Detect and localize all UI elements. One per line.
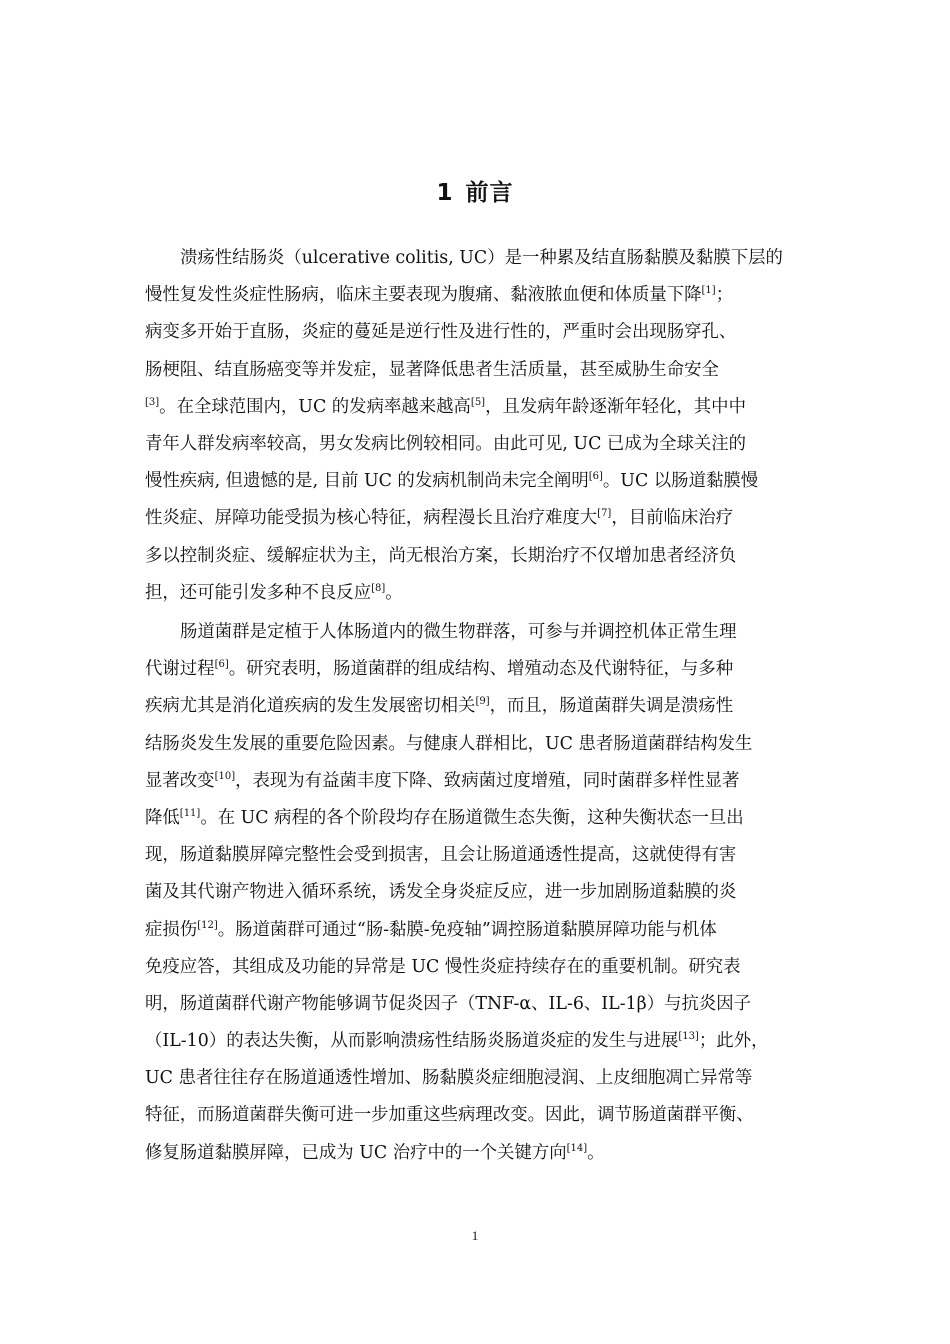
text-run: 病变多开始于直肠，炎症的蔓延是逆行性及进行性的，严重时会出现肠穿孔、 [145, 322, 737, 343]
text-run: UC 患者往往存在肠道通透性增加、肠黏膜炎症细胞浸润、上皮细胞凋亡异常等 [145, 1068, 753, 1089]
paragraph2-line [145, 1135, 810, 1172]
paragraph1-line [145, 426, 810, 463]
citation-reference: [11] [179, 807, 201, 819]
paragraph2-line [145, 763, 810, 800]
citation-reference: [7] [597, 508, 612, 520]
paragraph1-line [145, 575, 810, 612]
paragraph1-line [145, 277, 810, 314]
text-run: 免疫应答，其组成及功能的异常是 UC 慢性炎症持续存在的重要机制。研究表 [145, 956, 741, 977]
text-run: 溃疡性结肠炎（ulcerative colitis, UC）是一种累及结直肠黏膜及黏膜下层的 [180, 248, 783, 268]
text-run: 。UC 以肠道黏膜慢 [602, 471, 759, 492]
paragraph1-line [145, 538, 810, 575]
text-run: 结肠炎发生发展的重要危险因素。与健康人群相比，UC 患者肠道菌群结构发生 [145, 733, 753, 754]
paragraph1-line [145, 352, 810, 389]
paragraph2-line [145, 1097, 810, 1134]
citation-reference: [10] [214, 770, 236, 782]
text-run: 肠梗阻、结直肠癌变等并发症，显著降低患者生活质量，甚至威胁生命安全 [145, 359, 719, 380]
text-run: 性炎症、屏障功能受损为核心特征，病程漫长且治疗难度大 [145, 508, 598, 529]
paragraph2-line [145, 800, 810, 837]
paragraph2-line [145, 874, 810, 911]
text-run: 代谢过程 [145, 659, 215, 680]
citation-reference: [1] [701, 285, 716, 297]
text-run: （IL-10）的表达失衡，从而影响溃疡性结肠炎肠道炎症的发生与进展 [145, 1031, 679, 1052]
text-run: ； [715, 285, 734, 306]
paragraph1-line [145, 463, 810, 500]
text-run: 慢性复发性炎症性肠病，临床主要表现为腹痛、黏液脓血便和体质量下降 [145, 285, 702, 306]
paragraph2-line [145, 912, 810, 949]
paragraph1-line [145, 314, 810, 351]
citation-reference: [6] [588, 471, 603, 483]
paragraph2-line [145, 1023, 810, 1060]
text-run: 肠道菌群是定植于人体肠道内的微生物群落，可参与并调控机体正常生理 [180, 622, 737, 642]
paragraph1-line [145, 240, 810, 277]
paragraph2-line [145, 614, 810, 651]
paragraph2-line [145, 688, 810, 725]
citation-reference: [12] [197, 919, 218, 931]
section-title: 前言 [465, 180, 514, 206]
text-run: ，目前临床治疗 [611, 508, 734, 529]
citation-reference: [9] [475, 696, 490, 708]
citation-reference: [5] [470, 396, 486, 408]
paragraph2-line [145, 651, 810, 688]
paragraph2-line [145, 837, 810, 874]
text-run: 。 [385, 582, 403, 603]
paragraph-intro-uc [145, 240, 810, 612]
text-run: 青年人群发病率较高，男女发病比例较相同。由此可见, UC 已成为全球关注的 [145, 433, 747, 454]
text-run: ；此外， [698, 1031, 769, 1052]
paragraph2-line [145, 949, 810, 986]
paragraph2-line [145, 726, 810, 763]
text-run: 疾病尤其是消化道疾病的发生发展密切相关 [145, 696, 476, 717]
paragraph2-line [145, 986, 810, 1023]
text-run: 。研究表明，肠道菌群的组成结构、增殖动态及代谢特征，与多种 [228, 659, 734, 680]
page-number: 1 [471, 1228, 479, 1243]
text-run: 明，肠道菌群代谢产物能够调节促炎因子（TNF-α、IL-6、IL-1β）与抗炎因子 [145, 993, 752, 1014]
text-run: 。在全球范围内，UC 的发病率越来越高 [159, 396, 471, 417]
citation-reference: [14] [566, 1142, 588, 1154]
text-run: 。在 UC 病程的各个阶段均存在肠道微生态失衡，这种失衡状态一旦出 [200, 807, 744, 828]
text-run: 菌及其代谢产物进入循环系统，诱发全身炎症反应，进一步加剧肠道黏膜的炎 [145, 882, 737, 903]
text-run: 症损伤 [145, 919, 198, 940]
text-run: 显著改变 [145, 770, 215, 791]
citation-reference: [8] [371, 582, 386, 594]
text-run: 。肠道菌群可通过“肠-黏膜-免疫轴”调控肠道黏膜屏障功能与机体 [217, 919, 717, 940]
paragraph-gut-microbiota [145, 614, 810, 1172]
section-heading [0, 176, 950, 210]
text-run: 担，还可能引发多种不良反应 [145, 582, 372, 603]
text-run: ，且发病年龄逐渐年轻化，其中中 [485, 396, 746, 417]
citation-reference: [3] [145, 396, 160, 408]
paragraph1-line [145, 389, 810, 426]
paragraph1-line [145, 500, 810, 537]
text-run: ，表现为有益菌丰度下降、致病菌过度增殖，同时菌群多样性显著 [235, 770, 740, 791]
text-run: ，而且，肠道菌群失调是溃疡性 [489, 696, 734, 717]
paragraph2-line [145, 1060, 810, 1097]
section-number: 1 [436, 180, 454, 206]
text-run: 特征，而肠道菌群失衡可进一步加重这些病理改变。因此，调节肠道菌群平衡、 [145, 1105, 754, 1126]
citation-reference: [13] [678, 1031, 699, 1043]
text-run: 现，肠道黏膜屏障完整性会受到损害，且会让肠道通透性提高，这就使得有害 [145, 845, 737, 866]
text-run: 。 [587, 1142, 605, 1163]
text-run: 多以控制炎症、缓解症状为主，尚无根治方案，长期治疗不仅增加患者经济负 [145, 545, 737, 566]
text-run: 修复肠道黏膜屏障，已成为 UC 治疗中的一个关键方向 [145, 1142, 567, 1163]
citation-reference: [6] [214, 659, 229, 671]
text-run: 慢性疾病, 但遗憾的是, 目前 UC 的发病机制尚未完全阐明 [145, 471, 589, 492]
text-run: 降低 [145, 807, 180, 828]
